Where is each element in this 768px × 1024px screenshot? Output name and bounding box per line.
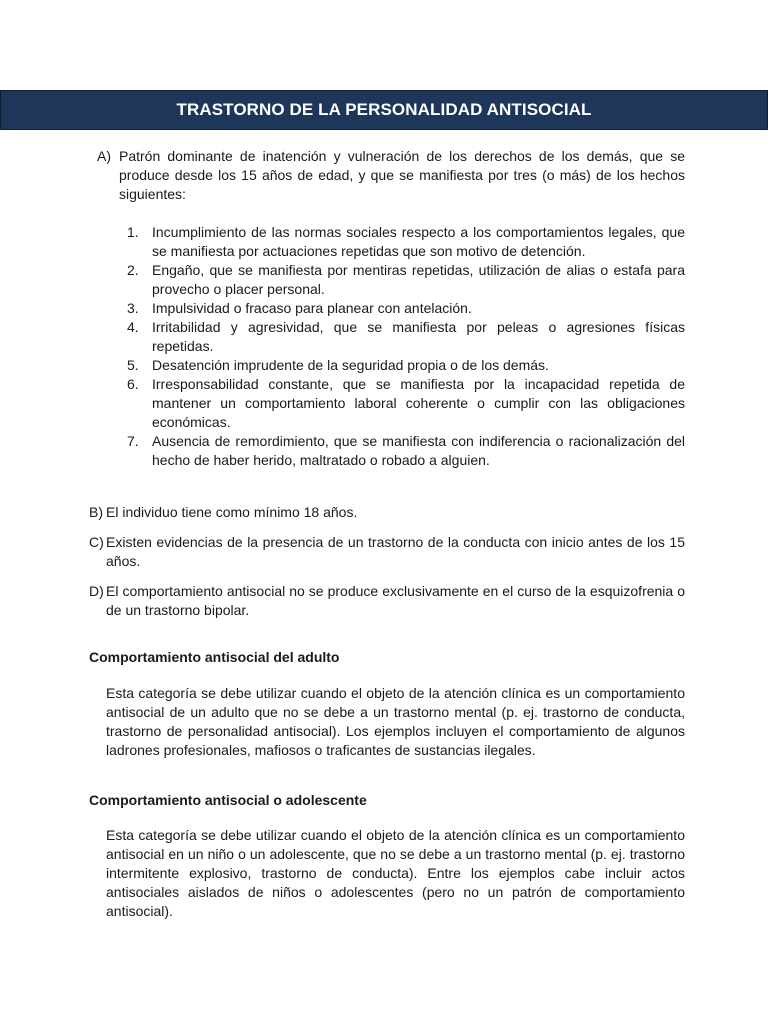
- criterion-b: [89, 503, 685, 522]
- adult-paragraph: Esta categoría se debe utilizar cuando el objeto de la atención clínica es un comportamiento antisocial de un adulto que no se debe a un trastorno mental (p. ej. trastorno de conducta, trastorno de personalidad antisocial). Los ejemplos incluyen el comportamiento de algunos ladrones profesionales, mafiosos o traficantes de sustancias ilegales.: [106, 685, 685, 758]
- list-item-text: Impulsividad o fracaso para planear con antelación.: [152, 300, 472, 316]
- list-item: [127, 432, 685, 470]
- criterion-a-label: A): [97, 148, 111, 164]
- list-item-number: 5.: [127, 357, 139, 373]
- adult-heading: Comportamiento antisocial del adulto: [89, 649, 340, 665]
- criterion-c: [89, 533, 685, 571]
- list-item-text: Irresponsabilidad constante, que se manifiesta por la incapacidad repetida de mantener un comportamiento laboral coherente o cumplir con las obligaciones económicas.: [152, 376, 685, 430]
- list-item-number: 1.: [127, 224, 139, 240]
- page-title: TRASTORNO DE LA PERSONALIDAD ANTISOCIAL: [176, 100, 592, 119]
- criterion-a-text: Patrón dominante de inatención y vulneración de los derechos de los demás, que se produce desde los 15 años de edad, y que se manifiesta por tres (o más) de los hechos siguientes:: [119, 148, 685, 202]
- adolescent-paragraph: Esta categoría se debe utilizar cuando el objeto de la atención clínica es un comportamiento antisocial en un niño o un adolescente, que no se debe a un trastorno mental (p. ej. trastorno intermitente explosivo, trastorno de conducta). Entre los ejemplos cabe incluir actos antisociales aislados de niños o adolescentes (pero no un patrón de comportamiento antisocial).: [106, 827, 685, 919]
- list-item: [127, 356, 685, 375]
- title-banner: [0, 90, 768, 130]
- list-item-number: 4.: [127, 319, 139, 335]
- list-item-text: Engaño, que se manifiesta por mentiras repetidas, utilización de alias o estafa para provecho o placer personal.: [152, 262, 685, 297]
- criterion-c-text: Existen evidencias de la presencia de un trastorno de la conducta con inicio antes de los 15 años.: [106, 534, 685, 569]
- criterion-a: [97, 147, 685, 204]
- criterion-d-label: D): [89, 583, 104, 599]
- list-item-text: Ausencia de remordimiento, que se manifiesta con indiferencia o racionalización del hecho de haber herido, maltratado o robado a alguien.: [152, 433, 685, 468]
- list-item: [127, 223, 685, 261]
- criterion-b-text: El individuo tiene como mínimo 18 años.: [106, 504, 358, 520]
- list-item: [127, 318, 685, 356]
- list-item-number: 6.: [127, 376, 139, 392]
- list-item: [127, 299, 685, 318]
- list-item-number: 3.: [127, 300, 139, 316]
- criterion-b-label: B): [89, 504, 103, 520]
- list-item-number: 7.: [127, 433, 139, 449]
- criterion-d: [89, 582, 685, 620]
- list-item: [127, 261, 685, 299]
- list-item-text: Irritabilidad y agresividad, que se manifiesta por peleas o agresiones físicas repetidas.: [152, 319, 685, 354]
- list-item: [127, 375, 685, 432]
- criterion-d-text: El comportamiento antisocial no se produce exclusivamente en el curso de la esquizofrenia o de un trastorno bipolar.: [106, 583, 685, 618]
- criterion-c-label: C): [89, 534, 104, 550]
- list-item-text: Incumplimiento de las normas sociales respecto a los comportamientos legales, que se manifiesta por actuaciones repetidas que son motivo de detención.: [152, 224, 685, 259]
- adolescent-heading: Comportamiento antisocial o adolescente: [89, 792, 367, 808]
- list-item-number: 2.: [127, 262, 139, 278]
- criterion-a-list: [127, 223, 685, 470]
- list-item-text: Desatención imprudente de la seguridad propia o de los demás.: [152, 357, 549, 373]
